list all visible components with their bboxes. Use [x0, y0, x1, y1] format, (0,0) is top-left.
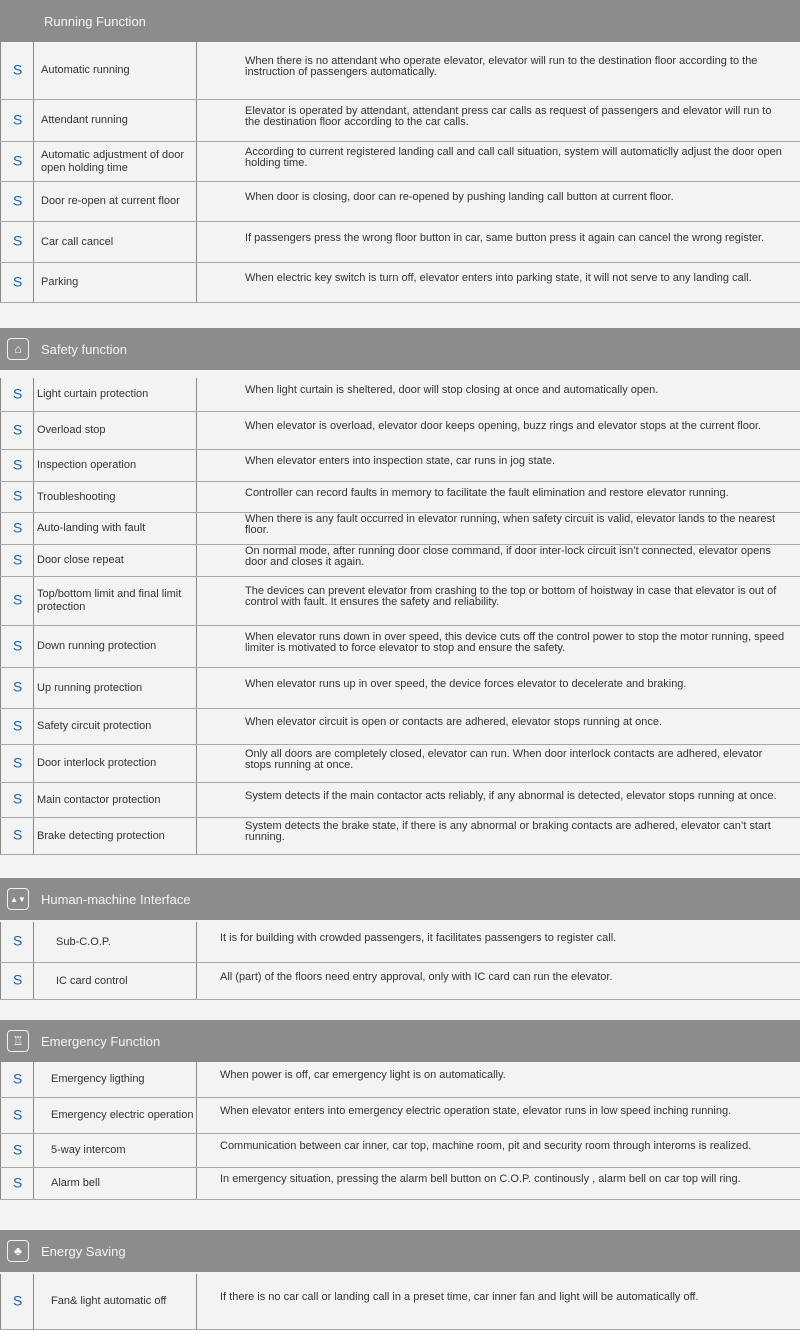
function-description: The devices can prevent elevator from crashing to the top or bottom of hoistway in case that elevator is out of control with fault. It ensures the safety and reliability.: [245, 585, 777, 608]
table-row: [0, 450, 800, 482]
table-row: [0, 818, 800, 855]
mark-cell: [0, 783, 34, 817]
section-title: Energy Saving: [41, 1243, 126, 1259]
section-title: Human-machine Interface: [41, 891, 191, 907]
mark-cell: [0, 1274, 34, 1329]
mark-cell: [0, 1098, 34, 1133]
function-name: Up running protection: [33, 668, 197, 708]
section-header: [0, 0, 800, 42]
function-description: When elevator runs up in over speed, the device forces elevator to decelerate and braking.: [245, 677, 687, 690]
home-icon: ⌂: [7, 338, 29, 360]
standard-mark: S: [13, 716, 23, 733]
table-row: [0, 545, 800, 577]
standard-mark: S: [13, 272, 23, 289]
table-row: [0, 1134, 800, 1168]
function-description: System detects the brake state, if there is any abnormal or braking contacts are adhered, elevator can’t start running.: [245, 820, 771, 843]
function-name: Fan& light automatic off: [33, 1274, 197, 1329]
function-name: Sub-C.O.P.: [33, 922, 197, 962]
table-row: [0, 1098, 800, 1134]
standard-mark: S: [13, 110, 23, 127]
function-name: Door close repeat: [33, 545, 197, 576]
standard-mark: S: [13, 753, 23, 770]
table-row: [0, 142, 800, 182]
table-row: [0, 963, 800, 1000]
function-description: If there is no car call or landing call in a preset time, car inner fan and light will be automatically off.: [220, 1291, 699, 1303]
table-row: [0, 42, 800, 100]
function-description: When light curtain is sheltered, door will stop closing at once and automatically open.: [245, 384, 659, 396]
table-row: [0, 482, 800, 513]
function-name: Automatic running: [33, 42, 197, 99]
standard-mark: S: [13, 1105, 23, 1122]
mark-cell: [0, 818, 34, 854]
standard-mark: S: [13, 518, 23, 535]
function-name: Troubleshooting: [33, 482, 197, 512]
function-name: Emergency electric operation: [33, 1098, 197, 1133]
function-name: Down running protection: [33, 626, 197, 667]
mark-cell: [0, 450, 34, 481]
section-header: [0, 878, 800, 920]
table-row: [0, 1274, 800, 1330]
standard-mark: S: [13, 1173, 23, 1190]
standard-mark: S: [13, 636, 23, 653]
function-description: It is for building with crowded passengers, it facilitates passengers to register call.: [220, 931, 617, 944]
emergency-light-icon: ♖: [7, 1030, 29, 1052]
section-title: Safety function: [41, 341, 127, 357]
function-description: When there is any fault occurred in elevator running, when safety circuit is valid, elevator lands to the nearest floor.: [245, 512, 776, 536]
standard-mark: S: [13, 550, 23, 567]
standard-mark: S: [13, 420, 23, 437]
function-description: When elevator enters into emergency electric operation state, elevator runs in low speed inching running.: [220, 1105, 732, 1117]
function-name: Auto-landing with fault: [33, 513, 197, 544]
function-description: Communication between car inner, car top, machine room, pit and security room through interoms is realized.: [220, 1140, 752, 1152]
standard-mark: S: [13, 1291, 23, 1308]
function-name: IC card control: [33, 963, 197, 999]
mark-cell: [0, 263, 34, 302]
function-name: Safety circuit protection: [33, 709, 197, 744]
function-description: If passengers press the wrong floor button in car, same button press it again can cancel the wrong register.: [245, 231, 765, 244]
standard-mark: S: [13, 232, 23, 249]
mark-cell: [0, 100, 34, 141]
function-description: When power is off, car emergency light is on automatically.: [220, 1069, 506, 1081]
function-name: Door interlock protection: [33, 745, 197, 782]
function-description: When elevator runs down in over speed, this device cuts off the control power to stop the motor running, speed limiter is motivated to force elevator to stop and ensure the safety.: [245, 630, 785, 654]
table-row: [0, 668, 800, 709]
mark-cell: [0, 513, 34, 544]
table-row: [0, 100, 800, 142]
table-row: [0, 745, 800, 783]
function-name: Light curtain protection: [33, 378, 197, 411]
mark-cell: [0, 745, 34, 782]
trees-icon: ♣: [7, 1240, 29, 1262]
function-name: Emergency ligthing: [33, 1062, 197, 1097]
standard-mark: S: [13, 1069, 23, 1086]
standard-mark: S: [13, 678, 23, 695]
function-name: Automatic adjustment of door open holding time: [33, 142, 197, 181]
standard-mark: S: [13, 826, 23, 843]
mark-cell: [0, 545, 34, 576]
table-row: [0, 709, 800, 745]
function-description: On normal mode, after running door close command, if door inter-lock circuit isn’t connected, elevator opens door and closes it again.: [245, 544, 771, 568]
table-row: [0, 222, 800, 263]
standard-mark: S: [13, 971, 23, 988]
standard-mark: S: [13, 1140, 23, 1157]
function-description: System detects if the main contactor acts reliably, if any abnormal is detected, elevator stops running at once.: [245, 789, 777, 802]
function-description: Only all doors are completely closed, elevator can run. When door interlock contacts are adhered, elevator stops running at once.: [245, 747, 763, 771]
function-description: When electric key switch is turn off, elevator enters into parking state, it will not serve to any landing call.: [245, 272, 752, 284]
standard-mark: S: [13, 591, 23, 608]
mark-cell: [0, 182, 34, 221]
up-down-arrows-icon: ▲▼: [7, 888, 29, 910]
function-name: Parking: [33, 263, 197, 302]
standard-mark: S: [13, 60, 23, 77]
table-row: [0, 626, 800, 668]
mark-cell: [0, 412, 34, 449]
function-name: Brake detecting protection: [33, 818, 197, 854]
mark-cell: [0, 482, 34, 512]
mark-cell: [0, 668, 34, 708]
function-description: When elevator is overload, elevator door keeps opening, buzz rings and elevator stops at the current floor.: [245, 420, 762, 432]
function-description: When there is no attendant who operate elevator, elevator will run to the destination floor according to the instruction of passengers automatically.: [245, 54, 758, 78]
function-description: All (part) of the floors need entry approval, only with IC card can run the elevator.: [220, 970, 613, 983]
standard-mark: S: [13, 191, 23, 208]
function-name: Alarm bell: [33, 1168, 197, 1199]
mark-cell: [0, 1062, 34, 1097]
function-name: Inspection operation: [33, 450, 197, 481]
standard-mark: S: [13, 487, 23, 504]
section-header: [0, 1020, 800, 1062]
table-row: [0, 182, 800, 222]
mark-cell: [0, 963, 34, 999]
function-name: Overload stop: [33, 412, 197, 449]
function-name: 5-way intercom: [33, 1134, 197, 1167]
mark-cell: [0, 378, 34, 411]
mark-cell: [0, 626, 34, 667]
table-row: [0, 1062, 800, 1098]
mark-cell: [0, 1134, 34, 1167]
mark-cell: [0, 922, 34, 962]
table-row: [0, 577, 800, 626]
function-description: Elevator is operated by attendant, attendant press car calls as request of passengers and elevator will run to the destination floor according to the car calls.: [245, 104, 772, 128]
table-row: [0, 922, 800, 963]
standard-mark: S: [13, 932, 23, 949]
standard-mark: S: [13, 455, 23, 472]
section-header: [0, 328, 800, 370]
function-name: Door re-open at current floor: [33, 182, 197, 221]
mark-cell: [0, 222, 34, 262]
function-name: Car call cancel: [33, 222, 197, 262]
table-row: [0, 263, 800, 303]
standard-mark: S: [13, 790, 23, 807]
table-row: [0, 1168, 800, 1200]
function-description: According to current registered landing call and call call situation, system will automaticlly adjust the door open holding time.: [245, 145, 782, 169]
table-row: [0, 412, 800, 450]
section-title: Emergency Function: [41, 1033, 161, 1049]
table-row: [0, 783, 800, 818]
function-description: In emergency situation, pressing the alarm bell button on C.O.P. continously , alarm bell on car top will ring.: [220, 1173, 741, 1185]
mark-cell: [0, 42, 34, 99]
standard-mark: S: [13, 151, 23, 168]
standard-mark: S: [13, 384, 23, 401]
section-title: Running Function: [44, 13, 146, 29]
table-row: [0, 513, 800, 545]
function-description: Controller can record faults in memory to facilitate the fault elimination and restore elevator running.: [245, 486, 729, 499]
function-name: Top/bottom limit and final limit protection: [33, 577, 197, 625]
section-header: [0, 1230, 800, 1272]
mark-cell: [0, 577, 34, 625]
function-name: Attendant running: [33, 100, 197, 141]
function-name: Main contactor protection: [33, 783, 197, 817]
mark-cell: [0, 1168, 34, 1199]
function-description: When elevator enters into inspection state, car runs in jog state.: [245, 455, 555, 467]
mark-cell: [0, 709, 34, 744]
mark-cell: [0, 142, 34, 181]
function-description: When elevator circuit is open or contacts are adhered, elevator stops running at once.: [245, 716, 663, 728]
function-description: When door is closing, door can re-opened by pushing landing call button at current floor.: [245, 191, 674, 203]
table-row: [0, 378, 800, 412]
